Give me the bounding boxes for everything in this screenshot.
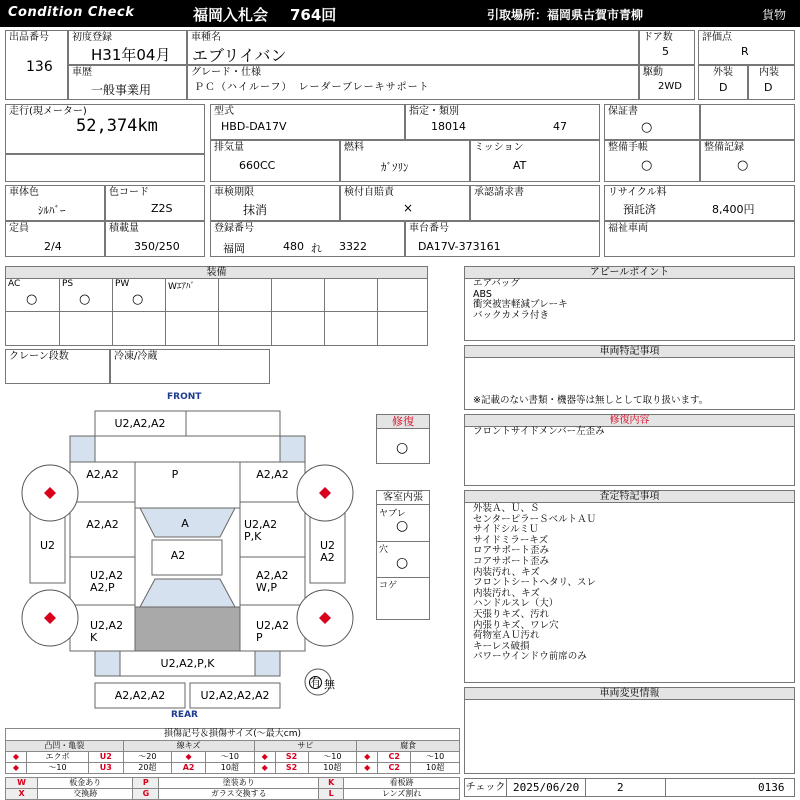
- legend-code-text: 板金あり: [38, 778, 133, 789]
- doors-label: ドア数: [643, 32, 673, 43]
- appeal-item: バックカメラ付き: [473, 309, 550, 321]
- legend-code-text: レンズ割れ: [344, 789, 460, 800]
- assessment-item: サイドミラーキズ: [473, 534, 549, 546]
- legend-code: P: [133, 778, 159, 789]
- capacity-label: 定員: [9, 223, 29, 234]
- appeal-panel: [464, 266, 795, 341]
- legend-code-text: 塗装あり: [159, 778, 319, 789]
- header-pickup: 引取場所：福岡県古賀市青柳: [487, 8, 644, 22]
- panel-hood: P: [171, 468, 179, 481]
- wheel-rear-left: [22, 590, 78, 646]
- load-value: 350/250: [134, 240, 180, 253]
- legend-range: 〜10: [27, 763, 89, 774]
- header-auction: 福岡入札会: [193, 6, 269, 24]
- footer-check-label: チェック: [465, 779, 507, 796]
- legend-code: C2: [378, 763, 411, 774]
- mileage-value: 52,374km: [76, 116, 158, 136]
- chassis-label: 車台番号: [409, 223, 449, 234]
- color-value: ｼﾙﾊﾞｰ: [38, 204, 66, 217]
- header-title: Condition Check: [8, 5, 135, 20]
- assessment-list: [473, 504, 596, 663]
- cabin-title: 客室内張: [377, 491, 429, 505]
- legend-diamond-icon: ◆: [254, 752, 275, 763]
- special-note: ※記載のない書類・機器等は無しとして取り扱います。: [473, 395, 709, 406]
- designation-box: [405, 104, 600, 140]
- welfare-box: [604, 221, 795, 257]
- assessment-item: 外装Ａ、Ｕ、Ｓ: [473, 503, 540, 514]
- warranty-label: 保証書: [608, 106, 638, 117]
- exterior-value: D: [719, 81, 728, 94]
- chassis-value: DA17V-373161: [418, 240, 501, 253]
- header-bar: [0, 0, 800, 27]
- reg-kana: れ: [311, 242, 322, 255]
- history-label: 車歴: [72, 67, 92, 78]
- crane-box: [5, 349, 110, 384]
- first-reg-value: H31年04月: [91, 46, 171, 64]
- mileage-extra-box: [5, 154, 205, 182]
- self-inspect-value: ×: [403, 201, 414, 215]
- spare-none-label: 無: [324, 678, 335, 691]
- first-reg-box: [68, 30, 187, 65]
- warranty-extra-box: [700, 104, 795, 140]
- model-value: エブリイバン: [192, 46, 287, 65]
- reg-num: 3322: [339, 240, 367, 253]
- recycle-status: 預託済: [623, 203, 656, 216]
- footer-date: 2025/06/20: [513, 781, 580, 794]
- legend-range: 〜10: [206, 752, 255, 763]
- legend-group-scratch: 線キズ: [123, 741, 254, 752]
- panel-back-door: U2,A2,P,K: [160, 657, 215, 670]
- wheel-rear-right: [297, 590, 353, 646]
- model-box: [187, 30, 639, 65]
- color-label: 車体色: [9, 187, 39, 198]
- wheels: [0, 388, 372, 723]
- special-title: 車両特記事項: [465, 346, 794, 358]
- assessment-item: フロントシートヘタリ、スレ: [473, 577, 597, 589]
- repair-box: [376, 414, 430, 464]
- cabin-box: [376, 490, 430, 620]
- reg-area: 福岡: [223, 242, 245, 255]
- equipment-title: 装備: [6, 267, 427, 279]
- exterior-box: [698, 65, 748, 100]
- appeal-title: アピールポイント: [465, 267, 794, 279]
- legend-code-text: ガラス交換する: [159, 789, 319, 800]
- equip-wairbag-label: Wｴｱﾊﾞ: [168, 282, 195, 292]
- legend-diamond-icon: ◆: [172, 752, 206, 763]
- type-value: HBD-DA17V: [221, 120, 287, 133]
- footer-code: 0136: [758, 781, 785, 794]
- regno-label: 登録番号: [214, 223, 254, 234]
- panel-right-door: A2,A2 W,P: [256, 569, 289, 594]
- score-value: R: [741, 45, 749, 58]
- recycle-label: リサイクル料: [608, 187, 667, 198]
- classification-value: 47: [553, 120, 567, 133]
- equipment-grid: [6, 279, 427, 345]
- displacement-label: 排気量: [214, 142, 244, 153]
- panel-front-left-fender: A2,A2: [86, 468, 119, 481]
- legend-code-text: 看板跡: [344, 778, 460, 789]
- lot-number: 136: [26, 59, 53, 75]
- panel-right-rear: U2,A2 P: [256, 619, 290, 644]
- panel-left-pillar: A2,A2: [86, 518, 119, 531]
- legend-title: 損傷記号＆損傷サイズ(〜最大cm): [5, 728, 460, 740]
- legend-range: 10超: [411, 763, 460, 774]
- regno-box: [210, 221, 405, 257]
- type-label: 型式: [214, 106, 234, 117]
- car-diagram: [0, 388, 372, 723]
- record-box: [700, 140, 795, 182]
- panel-rear-left-bumper: A2,A2,A2: [114, 689, 166, 702]
- panel-windshield: A: [181, 517, 189, 530]
- grade-box: [187, 65, 639, 100]
- legend-code: S2: [275, 752, 308, 763]
- change-info-panel: [464, 687, 795, 774]
- legend-code: A2: [172, 763, 206, 774]
- equip-ps-mark: ○: [79, 292, 91, 307]
- legend-range: 10超: [206, 763, 255, 774]
- freezer-box: [110, 349, 270, 384]
- first-reg-label: 初度登録: [72, 32, 112, 43]
- self-inspect-box: [340, 185, 470, 221]
- repair-box-mark: ○: [396, 440, 409, 456]
- grade-value: ＰＣ（ハイルーフ） レーダーブレーキサポート: [194, 82, 430, 93]
- cabin-tear-mark: ○: [396, 518, 409, 534]
- panel-front-bumper: U2,A2,A2: [114, 417, 166, 430]
- footer-num: 2: [617, 781, 624, 794]
- panel-right-mirror: U2 A2: [319, 539, 336, 564]
- assessment-item: キーレス破損: [473, 640, 530, 652]
- fuel-value: ｶﾞｿﾘﾝ: [381, 161, 409, 174]
- capacity-box: [5, 221, 105, 257]
- equip-ac-label: AC: [8, 279, 21, 289]
- inspection-value: 抹消: [243, 203, 268, 217]
- assessment-item: サイドシルミＵ: [473, 524, 539, 536]
- welfare-label: 福祉車両: [608, 223, 648, 234]
- change-info-title: 車両変更情報: [465, 688, 794, 700]
- manual-mark: ○: [641, 158, 653, 173]
- panel-front-right-fender: A2,A2: [256, 468, 289, 481]
- legend-range: 〜10: [308, 752, 357, 763]
- legend-diamond-icon: ◆: [254, 763, 275, 774]
- equipment-panel: [5, 266, 428, 346]
- legend-table: [5, 740, 460, 774]
- approval-label: 承認請求書: [474, 187, 524, 198]
- inspection-box: [210, 185, 340, 221]
- wheel-front-left: [22, 465, 78, 521]
- fuel-label: 燃料: [344, 142, 364, 153]
- assessment-item: ハンドルスレ（大）: [473, 598, 559, 610]
- freezer-label: 冷凍/冷蔵: [114, 351, 158, 362]
- assessment-item: 荷物室ＡＵ汚れ: [473, 630, 540, 642]
- panel-right-pillar: U2,A2 P,K: [244, 518, 278, 543]
- model-label: 車種名: [191, 32, 221, 43]
- legend-code-text: 交換跡: [38, 789, 133, 800]
- assessment-item: 内張りキズ、ワレ穴: [473, 619, 559, 631]
- legend-dimple: エクボ: [27, 752, 89, 763]
- panel-left-mirror: U2: [39, 539, 56, 552]
- color-box: [5, 185, 105, 221]
- displacement-box: [210, 140, 340, 182]
- self-inspect-label: 検付自賠責: [344, 187, 394, 198]
- legend-code: W: [6, 778, 38, 789]
- doors-value: 5: [662, 45, 669, 58]
- doors-box: [639, 30, 695, 65]
- drive-value: 2WD: [658, 81, 682, 92]
- repair-content-panel: [464, 414, 795, 486]
- assessment-item: パワーウインドウ前席のみ: [473, 651, 587, 663]
- legend-group-corrosion: 腐食: [357, 741, 460, 752]
- score-box: [698, 30, 795, 65]
- mileage-label: 走行(現メーター): [9, 106, 87, 117]
- legend-range: 〜20: [123, 752, 172, 763]
- appeal-item: 衝突被害軽減ブレーキ: [473, 299, 568, 311]
- drive-box: [639, 65, 695, 100]
- legend-range: 〜10: [411, 752, 460, 763]
- legend-range: 10超: [308, 763, 357, 774]
- crane-label: クレーン段数: [9, 351, 69, 362]
- capacity-value: 2/4: [44, 240, 62, 253]
- cabin-hole-label: 穴: [379, 545, 389, 555]
- header-session: 764回: [290, 6, 337, 24]
- legend: [5, 728, 460, 800]
- cabin-tear-label: ヤブレ: [379, 509, 406, 519]
- repair-box-title: 修復: [377, 415, 429, 429]
- warranty-mark: ○: [641, 120, 653, 135]
- legend-diamond-icon: ◆: [6, 763, 27, 774]
- lot-box: [5, 30, 68, 100]
- repair-content-title: 修復内容: [465, 415, 794, 427]
- mission-value: AT: [513, 159, 527, 172]
- assessment-panel: [464, 490, 795, 683]
- panel-left-rear: U2,A2 K: [90, 619, 124, 644]
- legend-code: U2: [88, 752, 123, 763]
- type-box: [210, 104, 405, 140]
- rear-label: REAR: [171, 710, 198, 720]
- panel-roof: A2: [170, 549, 186, 562]
- legend-codes: [5, 777, 460, 800]
- grade-label: グレード・仕様: [191, 67, 261, 78]
- legend-diamond-icon: ◆: [357, 763, 378, 774]
- color-code-value: Z2S: [151, 202, 173, 215]
- fuel-box: [340, 140, 470, 182]
- legend-range: 20超: [123, 763, 172, 774]
- lot-label: 出品番号: [9, 32, 49, 43]
- panel-left-door: U2,A2 A2,P: [90, 569, 124, 594]
- warranty-box: [604, 104, 700, 140]
- load-box: [105, 221, 205, 257]
- equip-ac-mark: ○: [26, 292, 38, 307]
- displacement-value: 660CC: [239, 159, 276, 172]
- legend-code: K: [319, 778, 344, 789]
- legend-code: U3: [88, 763, 123, 774]
- chassis-box: [405, 221, 600, 257]
- score-label: 評価点: [702, 32, 732, 43]
- repair-content-item: フロントサイドメンバー左歪み: [473, 426, 605, 437]
- reg-class: 480: [283, 240, 304, 253]
- record-mark: ○: [737, 158, 749, 173]
- recycle-box: [604, 185, 795, 221]
- appeal-item: ABS: [473, 288, 492, 300]
- interior-value: D: [764, 81, 773, 94]
- interior-box: [748, 65, 795, 100]
- approval-box: [470, 185, 600, 221]
- color-code-box: [105, 185, 205, 221]
- equip-pw-mark: ○: [132, 292, 144, 307]
- manual-box: [604, 140, 700, 182]
- color-code-label: 色コード: [109, 187, 149, 198]
- legend-group-rust: サビ: [254, 741, 357, 752]
- drive-label: 駆動: [643, 67, 663, 78]
- manual-label: 整備手帳: [608, 142, 648, 153]
- designation-label: 指定・類別: [409, 106, 459, 117]
- legend-diamond-icon: ◆: [6, 752, 27, 763]
- history-box: [68, 65, 187, 100]
- special-panel: [464, 345, 795, 410]
- mileage-box: [5, 104, 205, 154]
- legend-code: X: [6, 789, 38, 800]
- assessment-item: コアサポート歪み: [473, 555, 550, 567]
- legend-code: G: [133, 789, 159, 800]
- assessment-item: 内装汚れ、キズ: [473, 566, 540, 578]
- assessment-title: 査定特記事項: [465, 491, 794, 503]
- mission-box: [470, 140, 600, 182]
- cabin-burn-label: コゲ: [379, 581, 398, 591]
- history-value: 一般事業用: [91, 83, 152, 97]
- spare-have-mark: 有: [310, 676, 321, 689]
- appeal-item: エアバッグ: [473, 278, 520, 289]
- cabin-hole-mark: ○: [396, 555, 409, 571]
- assessment-item: 天張りキズ、汚れ: [473, 608, 550, 620]
- equip-pw-label: PW: [115, 279, 130, 289]
- header-category: 貨物: [762, 8, 787, 22]
- appeal-list: [473, 279, 568, 321]
- load-label: 積載量: [109, 223, 139, 234]
- designation-value: 18014: [431, 120, 466, 133]
- legend-group-dent: 凸凹・亀裂: [6, 741, 124, 752]
- inspection-label: 車検期限: [214, 187, 254, 198]
- legend-code: L: [319, 789, 344, 800]
- panel-rear-right-bumper: U2,A2,A2,A2: [200, 689, 270, 702]
- legend-code: C2: [378, 752, 411, 763]
- assessment-item: ロアサポート歪み: [473, 545, 550, 557]
- legend-diamond-icon: ◆: [357, 752, 378, 763]
- record-label: 整備記録: [704, 142, 744, 153]
- assessment-item: 内装汚れ、キズ: [473, 587, 540, 599]
- legend-code: S2: [275, 763, 308, 774]
- wheel-front-right: [297, 465, 353, 521]
- exterior-label: 外装: [713, 67, 733, 78]
- equip-ps-label: PS: [62, 279, 74, 289]
- mission-label: ミッション: [474, 142, 524, 153]
- front-label: FRONT: [167, 392, 202, 402]
- footer-bar: [464, 778, 795, 797]
- assessment-item: センターピラーＳベルトＡＵ: [473, 513, 597, 525]
- interior-label: 内装: [759, 67, 779, 78]
- recycle-fee: 8,400円: [712, 203, 755, 216]
